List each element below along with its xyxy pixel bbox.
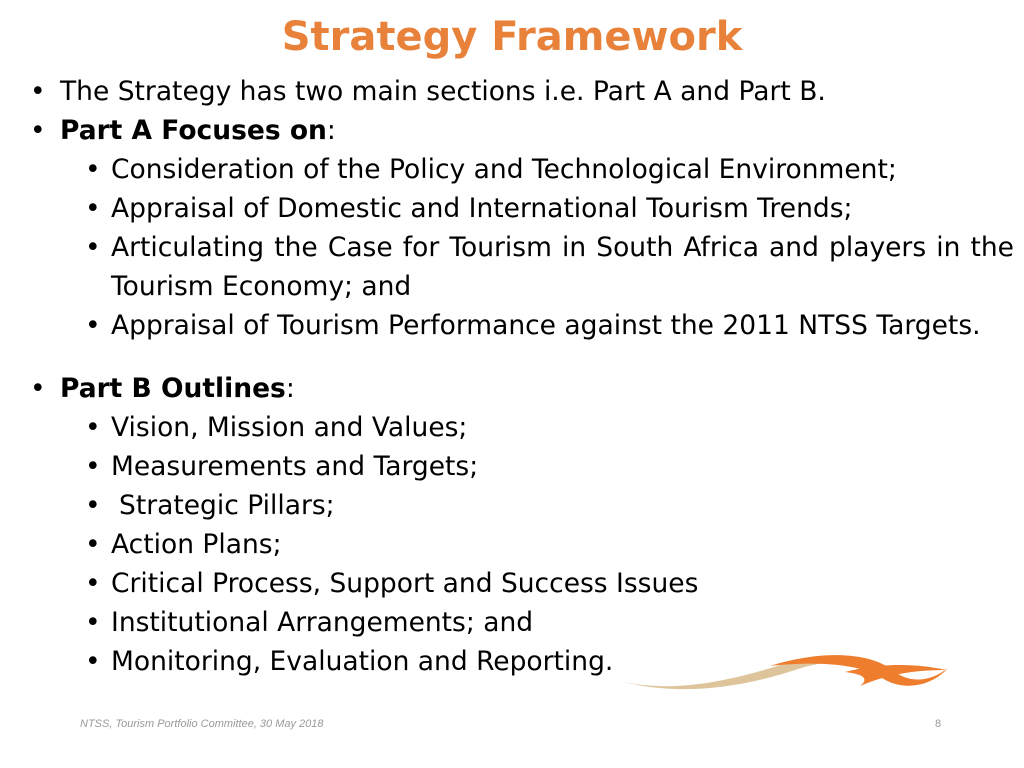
bullet-part-b — [28, 369, 1014, 408]
bullet-intro: • The Strategy has two main sections i.e. Part A and Part B. — [28, 72, 1014, 111]
swoosh-logo-icon — [620, 650, 950, 700]
part-b-item: • Vision, Mission and Values; — [28, 408, 1014, 447]
bullet-part-a — [28, 111, 1014, 150]
footer-caption: NTSS, Tourism Portfolio Committee, 30 May 2018 — [80, 718, 324, 730]
part-a-item: • Articulating the Case for Tourism in South Africa and players in the Tourism Economy; and — [28, 228, 1014, 306]
slide-title: Strategy Framework — [281, 14, 743, 60]
part-b-heading: Part B Outlines — [60, 373, 286, 404]
page-number: 8 — [935, 718, 942, 730]
part-b-item: • Strategic Pillars; — [28, 486, 1014, 525]
part-b-item: • Institutional Arrangements; and — [28, 603, 1014, 642]
part-b-colon: : — [285, 373, 295, 404]
part-a-item: • Appraisal of Domestic and International Tourism Trends; — [28, 189, 1014, 228]
slide-body — [28, 72, 1014, 681]
part-b-item: • Critical Process, Support and Success Issues — [28, 564, 1014, 603]
part-a-heading: Part A Focuses on — [60, 115, 327, 146]
part-a-colon: : — [326, 115, 336, 146]
part-a-item: • Appraisal of Tourism Performance against the 2011 NTSS Targets. — [28, 306, 1014, 345]
part-b-item: • Monitoring, Evaluation and Reporting. — [28, 642, 1014, 681]
part-a-item: • Consideration of the Policy and Technological Environment; — [28, 150, 1014, 189]
part-b-item: • Action Plans; — [28, 525, 1014, 564]
bullet-list — [28, 72, 1014, 681]
part-b-item: • Measurements and Targets; — [28, 447, 1014, 486]
